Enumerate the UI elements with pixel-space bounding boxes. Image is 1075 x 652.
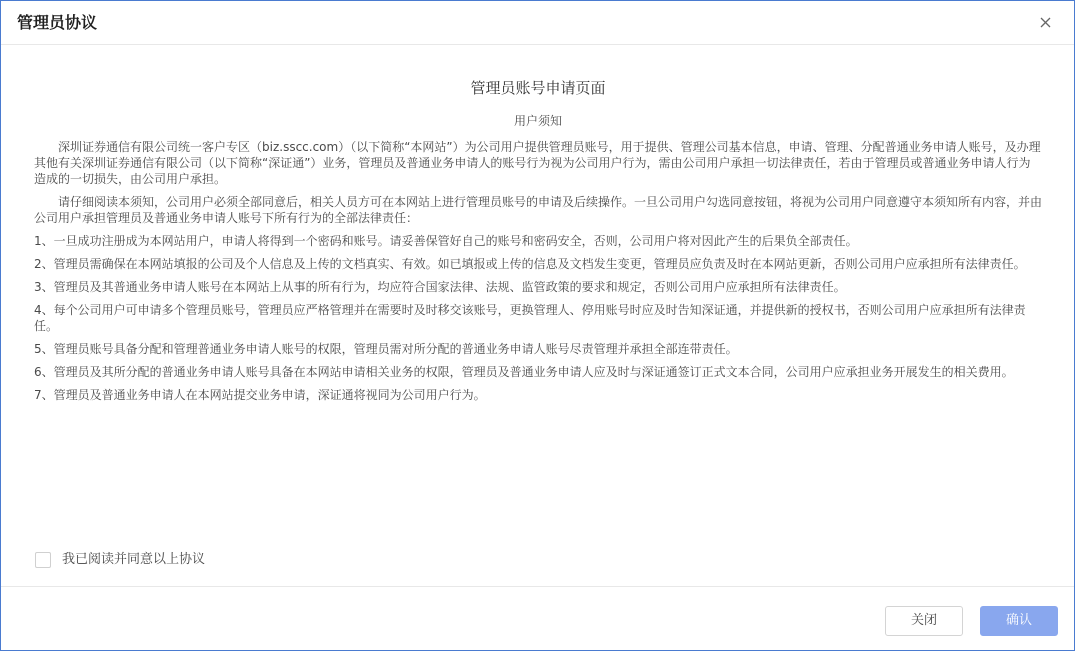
notice-paragraph: 请仔细阅读本须知，公司用户必须全部同意后，相关人员方可在本网站上进行管理员账号的申请及后续操作。一旦公司用户勾选同意按钮，将视为公司用户同意遵守本须知所有内容，并由公司用户承担管理员及普通业务申请人账号下所有行为的全部法律责任：: [34, 195, 1043, 225]
agree-checkbox-row[interactable]: [35, 551, 205, 569]
agreement-content: [34, 77, 1042, 403]
dialog-footer: [1, 586, 1074, 652]
close-button[interactable]: [1034, 11, 1056, 33]
dialog-header: [1, 1, 1074, 45]
clause-item: 7、管理员及普通业务申请人在本网站提交业务申请，深证通将视同为公司用户行为。: [34, 388, 486, 402]
close-dialog-button[interactable]: 关闭: [885, 606, 963, 636]
clause-item: 3、管理员及其普通业务申请人账号在本网站上从事的所有行为，均应符合国家法律、法规、监管政策的要求和规定，否则公司用户应承担所有法律责任。: [34, 280, 846, 294]
agree-checkbox[interactable]: [35, 552, 51, 568]
clause-item: 1、一旦成功注册成为本网站用户，申请人将得到一个密码和账号。请妥善保管好自己的账号和密码安全，否则，公司用户将对因此产生的后果负全部责任。: [34, 234, 858, 248]
document-subtitle: 用户须知: [513, 114, 562, 128]
clause-item: 6、管理员及其所分配的普通业务申请人账号具备在本网站申请相关业务的权限，管理员及普通业务申请人应及时与深证通签订正式文本合同，公司用户应承担业务开展发生的相关费用。: [34, 365, 1014, 379]
dialog-title: 管理员协议: [17, 13, 98, 32]
close-icon: [1040, 17, 1051, 28]
confirm-button[interactable]: 确认: [980, 606, 1058, 636]
document-title: 管理员账号申请页面: [470, 79, 606, 97]
clause-item: 4、每个公司用户可申请多个管理员账号，管理员应严格管理并在需要时及时移交该账号，更换管理人、停用账号时应及时告知深证通，并提供新的授权书，否则公司用户应承担所有法律责任。: [34, 303, 1026, 333]
agree-label[interactable]: 我已阅读并同意以上协议: [62, 552, 206, 567]
clause-item: 5、管理员账号具备分配和管理普通业务申请人账号的权限，管理员需对所分配的普通业务申请人账号尽责管理并承担全部连带责任。: [34, 342, 738, 356]
clause-item: 2、管理员需确保在本网站填报的公司及个人信息及上传的文档真实、有效。如已填报或上传的信息及文档发生变更，管理员应负责及时在本网站更新，否则公司用户应承担所有法律责任。: [34, 257, 1026, 271]
intro-paragraph: 深圳证券通信有限公司统一客户专区（biz.sscc.com）（以下简称“本网站”）为公司用户提供管理员账号，用于提供、管理公司基本信息，申请、管理、分配普通业务申请人账号，及办理其他有关深圳证券通信有限公司（以下简称“深证通”）业务，管理员及普通业务申请人的账号行为视为公司用户行为，需由公司用户承担一切法律责任，若由于管理员或普通业务申请人行为造成的一切损失，由公司用户承担。: [34, 140, 1041, 186]
